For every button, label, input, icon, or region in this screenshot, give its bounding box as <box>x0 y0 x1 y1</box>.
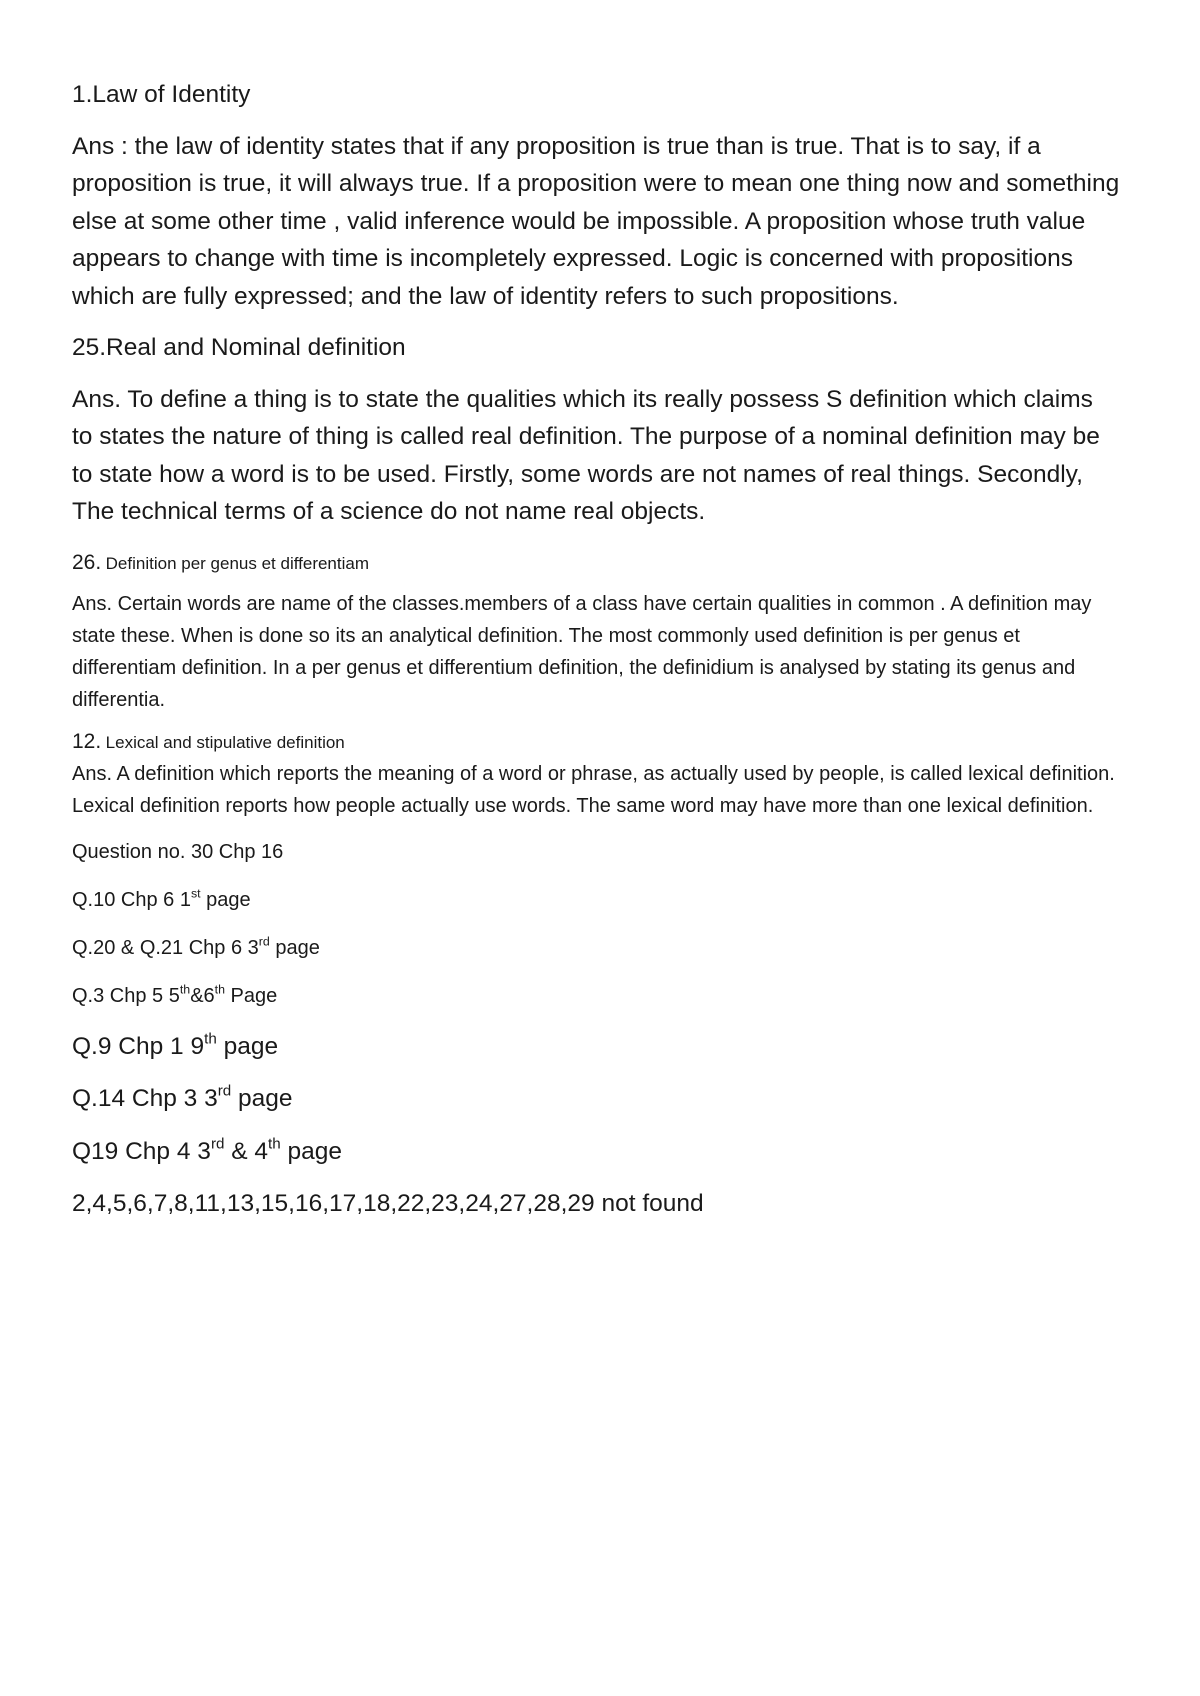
reference-line: Q.20 & Q.21 Chp 6 3rd page <box>72 933 320 959</box>
not-found-list: 2,4,5,6,7,8,11,13,15,16,17,18,22,23,24,27,28,29 not found <box>72 1190 704 1217</box>
section-heading-lexical-stipulative <box>72 726 1120 758</box>
section-title-lexical-stipulative: Lexical and stipulative definition <box>105 732 345 752</box>
section-answer-law-of-identity: Ans : the law of identity states that if any proposition is true than is true. That is to say, if a proposition is true, it will always true. If a proposition were to mean one thing now and something else at some other time , valid inference would be impossible. A proposition whose truth value appears to change with time is incompletely expressed. Logic is concerned with propositions which are fully expressed; and the law of identity refers to such propositions. <box>72 132 1120 310</box>
section-answer-genus-differentiam: Ans. Certain words are name of the classes.members of a class have certain qualities in common . A definition may state these. When is done so its an analytical definition. The most commonly used definition is per genus et differentiam definition. In a per genus et differentium definition, the definidium is analysed by stating its genus and differentia. <box>72 592 1092 711</box>
section-title-law-of-identity: 1.Law of Identity <box>72 81 251 108</box>
reference-line: Q.3 Chp 5 5th&6th Page <box>72 981 278 1007</box>
reference-list-small <box>72 836 1120 1012</box>
reference-line: Q.9 Chp 1 9th page <box>72 1029 279 1060</box>
reference-line: Q.14 Chp 3 3rd page <box>72 1082 293 1112</box>
section-answer-real-nominal-definition: Ans. To define a thing is to state the qualities which its really possess S definition which claims to states the nature of thing is called real definition. The purpose of a nominal definition may be to state how a word is to be used. Firstly, some words are not names of real things. Secondly, The technical terms of a science do not name real objects. <box>72 385 1100 525</box>
reference-list-large <box>72 1028 1120 1223</box>
section-title-genus-differentiam: Definition per genus et differentiam <box>105 553 369 573</box>
section-title-real-nominal-definition: 25.Real and Nominal definition <box>72 334 406 361</box>
section-answer-lexical-stipulative: Ans. A definition which reports the meaning of a word or phrase, as actually used by people, is called lexical definition. Lexical definition reports how people actually use words. The same word may have more than one lexical definition. <box>72 762 1115 817</box>
section-heading-genus-differentiam <box>72 551 1120 576</box>
section-number: 12. <box>72 729 102 753</box>
section-number: 26. <box>72 550 102 574</box>
reference-line: Q19 Chp 4 3rd & 4th page <box>72 1134 343 1165</box>
reference-line: Question no. 30 Chp 16 <box>72 840 284 863</box>
reference-line: Q.10 Chp 6 1st page <box>72 885 251 911</box>
